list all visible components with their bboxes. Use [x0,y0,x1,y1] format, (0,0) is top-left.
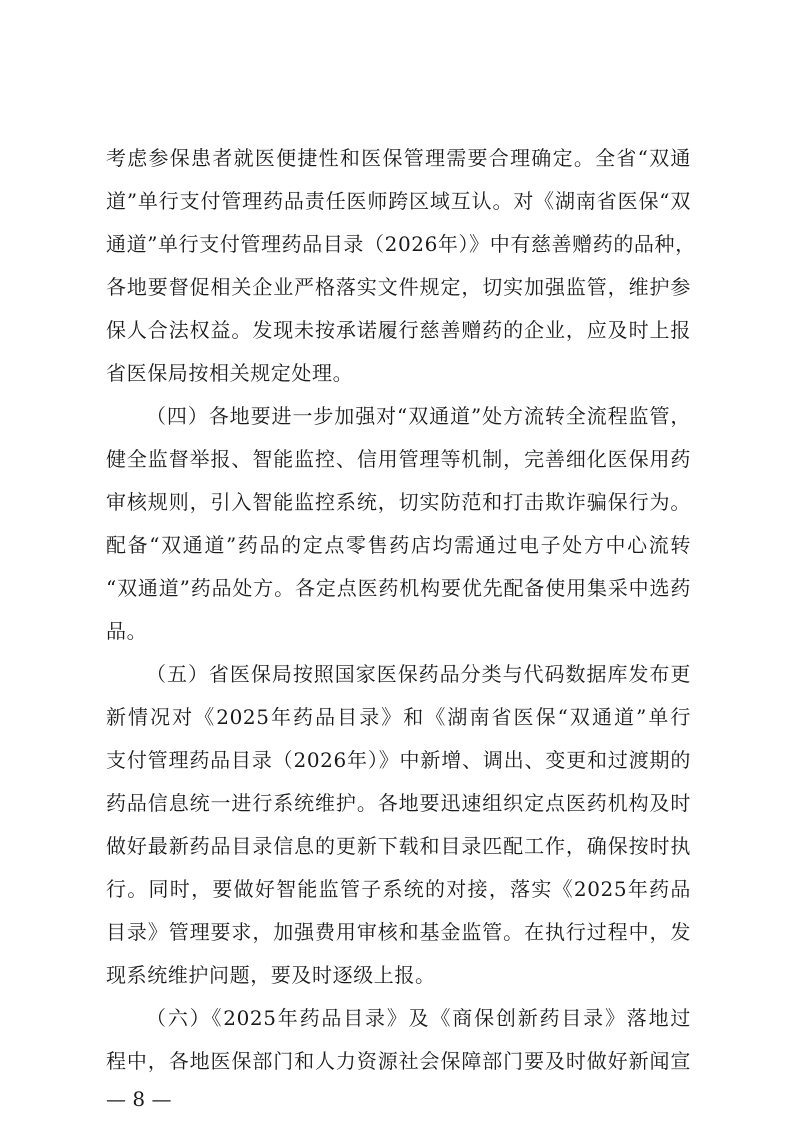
body-line: 程中，各地医保部门和人力资源社会保障部门要及时做好新闻宣 [106,1049,691,1073]
body-line: 新情况对《2025年药品目录》和《湖南省医保“双通道”单行 [106,705,691,729]
paragraph-five-start: （五）省医保局按照国家医保药品分类与代码数据库发布更 [146,662,691,686]
page-number: — 8 — [106,1087,172,1111]
body-line: 药品信息统一进行系统维护。各地要迅速组织定点医药机构及时 [106,791,691,815]
paragraph-six-start: （六）《2025年药品目录》及《商保创新药目录》落地过 [146,1006,691,1030]
body-line: 通道”单行支付管理药品目录（2026年）》中有慈善赠药的品种， [106,232,696,256]
body-line: 做好最新药品目录信息的更新下载和目录匹配工作，确保按时执 [106,834,691,858]
body-line: 保人合法权益。发现未按承诺履行慈善赠药的企业，应及时上报 [106,318,691,342]
body-line: 健全监督举报、智能监控、信用管理等机制，完善细化医保用药 [106,447,691,471]
body-line: 配备“双通道”药品的定点零售药店均需通过电子处方中心流转 [106,533,691,557]
body-line: 审核规则，引入智能监控系统，切实防范和打击欺诈骗保行为。 [106,490,691,514]
body-line: 现系统维护问题，要及时逐级上报。 [106,963,436,987]
body-line: 目录》管理要求，加强费用审核和基金监管。在执行过程中，发 [106,920,691,944]
body-line: 支付管理药品目录（2026年）》中新增、调出、变更和过渡期的 [106,748,691,772]
body-line: 各地要督促相关企业严格落实文件规定，切实加强监管，维护参 [106,275,691,299]
body-line: 省医保局按相关规定处理。 [106,361,354,385]
body-line: 道”单行支付管理药品责任医师跨区域互认。对《湖南省医保“双 [106,189,691,213]
body-line: “双通道”药品处方。各定点医药机构要优先配备使用集采中选药 [106,576,691,600]
body-line: 考虑参保患者就医便捷性和医保管理需要合理确定。全省“双通 [106,146,691,170]
paragraph-four-start: （四）各地要进一步加强对“双通道”处方流转全流程监管， [146,404,691,428]
body-line: 行。同时，要做好智能监管子系统的对接，落实《2025年药品 [106,877,691,901]
body-line: 品。 [106,619,148,643]
